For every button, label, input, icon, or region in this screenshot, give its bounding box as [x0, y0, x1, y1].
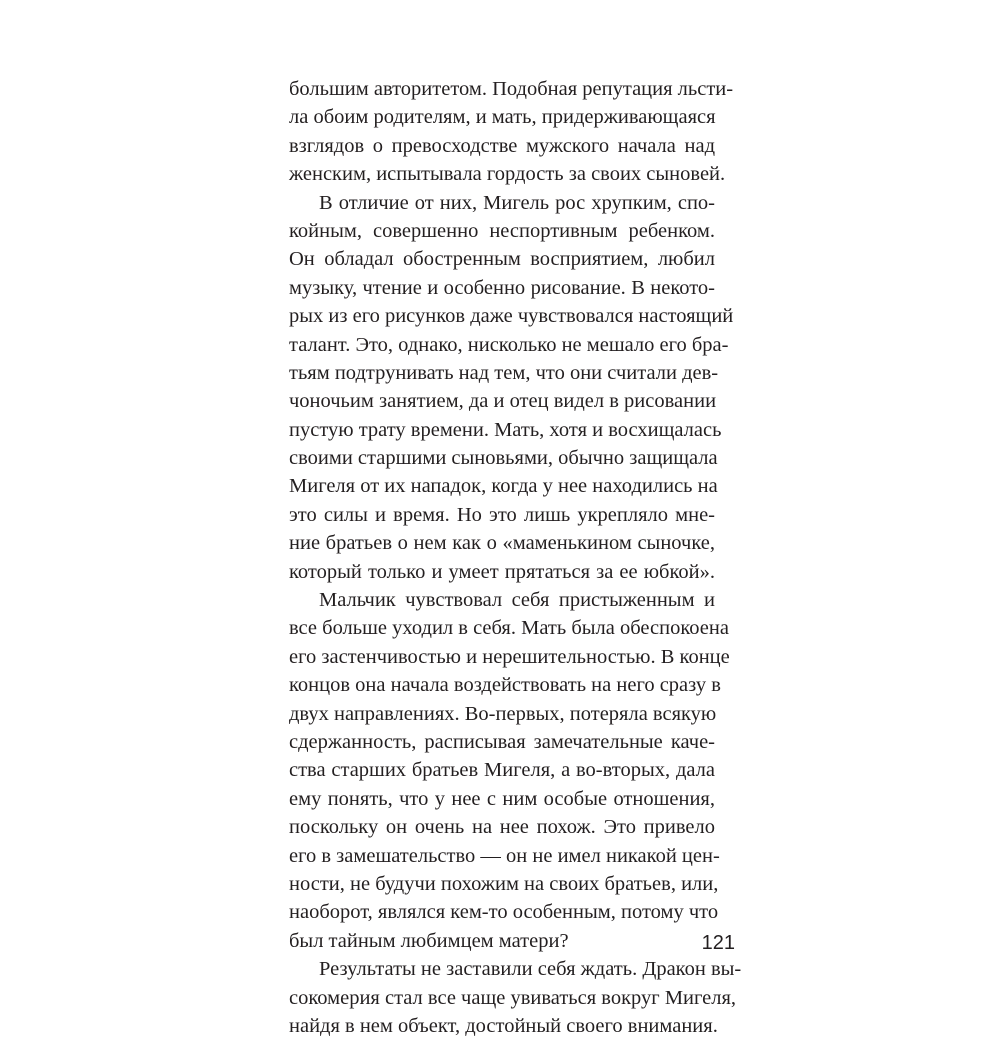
text-line: его в замешательство — он не имел никакой цен- — [289, 844, 720, 867]
text-line: ла обоим родителям, и мать, придерживающаяся — [289, 106, 716, 129]
page-number: 121 — [701, 932, 735, 954]
text-line: ние братьев о нем как о «маменькином сыночке, — [289, 532, 715, 555]
text-line: Мигеля от их нападок, когда у нее находились на — [289, 475, 718, 498]
text-line: Результаты не заставили себя ждать. Дракон вы- — [319, 958, 742, 981]
text-line: ему понять, что у нее с ним особые отношения, — [289, 787, 715, 810]
text-line: музыку, чтение и особенно рисование. В некото- — [289, 276, 715, 299]
text-line: его застенчивостью и нерешительностью. В конце — [289, 645, 730, 668]
text-line: концов она начала воздействовать на него сразу в — [289, 674, 721, 697]
text-line: пустую трату времени. Мать, хотя и восхищалась — [289, 418, 722, 441]
text-line: который только и умеет прятаться за ее юбкой». — [289, 560, 715, 583]
text-line: тьям подтрунивать над тем, что они считали дев- — [289, 361, 719, 384]
text-line: сдержанность, расписывая замечательные каче- — [289, 730, 715, 753]
text-line: рых из его рисунков даже чувствовался настоящий — [289, 305, 734, 328]
text-line: наоборот, являлся кем-то особенным, потому что — [289, 901, 719, 924]
text-line: взглядов о превосходстве мужского начала над — [289, 134, 715, 157]
text-line: койным, совершенно неспортивным ребенком. — [289, 219, 715, 242]
text-line: Он обладал обостренным восприятием, любил — [289, 248, 715, 271]
text-line: женским, испытывала гордость за своих сыновей. — [289, 163, 726, 186]
text-line: это силы и время. Но это лишь укрепляло мне- — [289, 503, 715, 526]
text-line: большим авторитетом. Подобная репутация льсти- — [289, 78, 734, 100]
text-line: своими старшими сыновьями, обычно защищала — [289, 447, 718, 470]
text-line: сокомерия стал все чаще увиваться вокруг Мигеля, — [289, 986, 737, 1009]
text-line: Мальчик чувствовал себя пристыженным и — [319, 589, 715, 612]
text-line: все больше уходил в себя. Мать была обеспокоена — [289, 617, 729, 640]
text-line: поскольку он очень на нее похож. Это привело — [289, 816, 715, 839]
text-line: ности, не будучи похожим на своих братьев, или, — [289, 872, 719, 895]
text-line: В отличие от них, Мигель рос хрупким, спо- — [319, 191, 715, 214]
text-line: был тайным любимцем матери? — [289, 929, 569, 952]
text-line: ства старших братьев Мигеля, а во-вторых, дала — [289, 759, 715, 782]
text-line: чоночьим занятием, да и отец видел в рисовании — [289, 390, 717, 413]
text-line: двух направлениях. Во-первых, потеряла всякую — [289, 702, 717, 725]
text-line: найдя в нем объект, достойный своего внимания. — [289, 1014, 718, 1037]
text-line: талант. Это, однако, нисколько не мешало его бра- — [289, 333, 729, 356]
